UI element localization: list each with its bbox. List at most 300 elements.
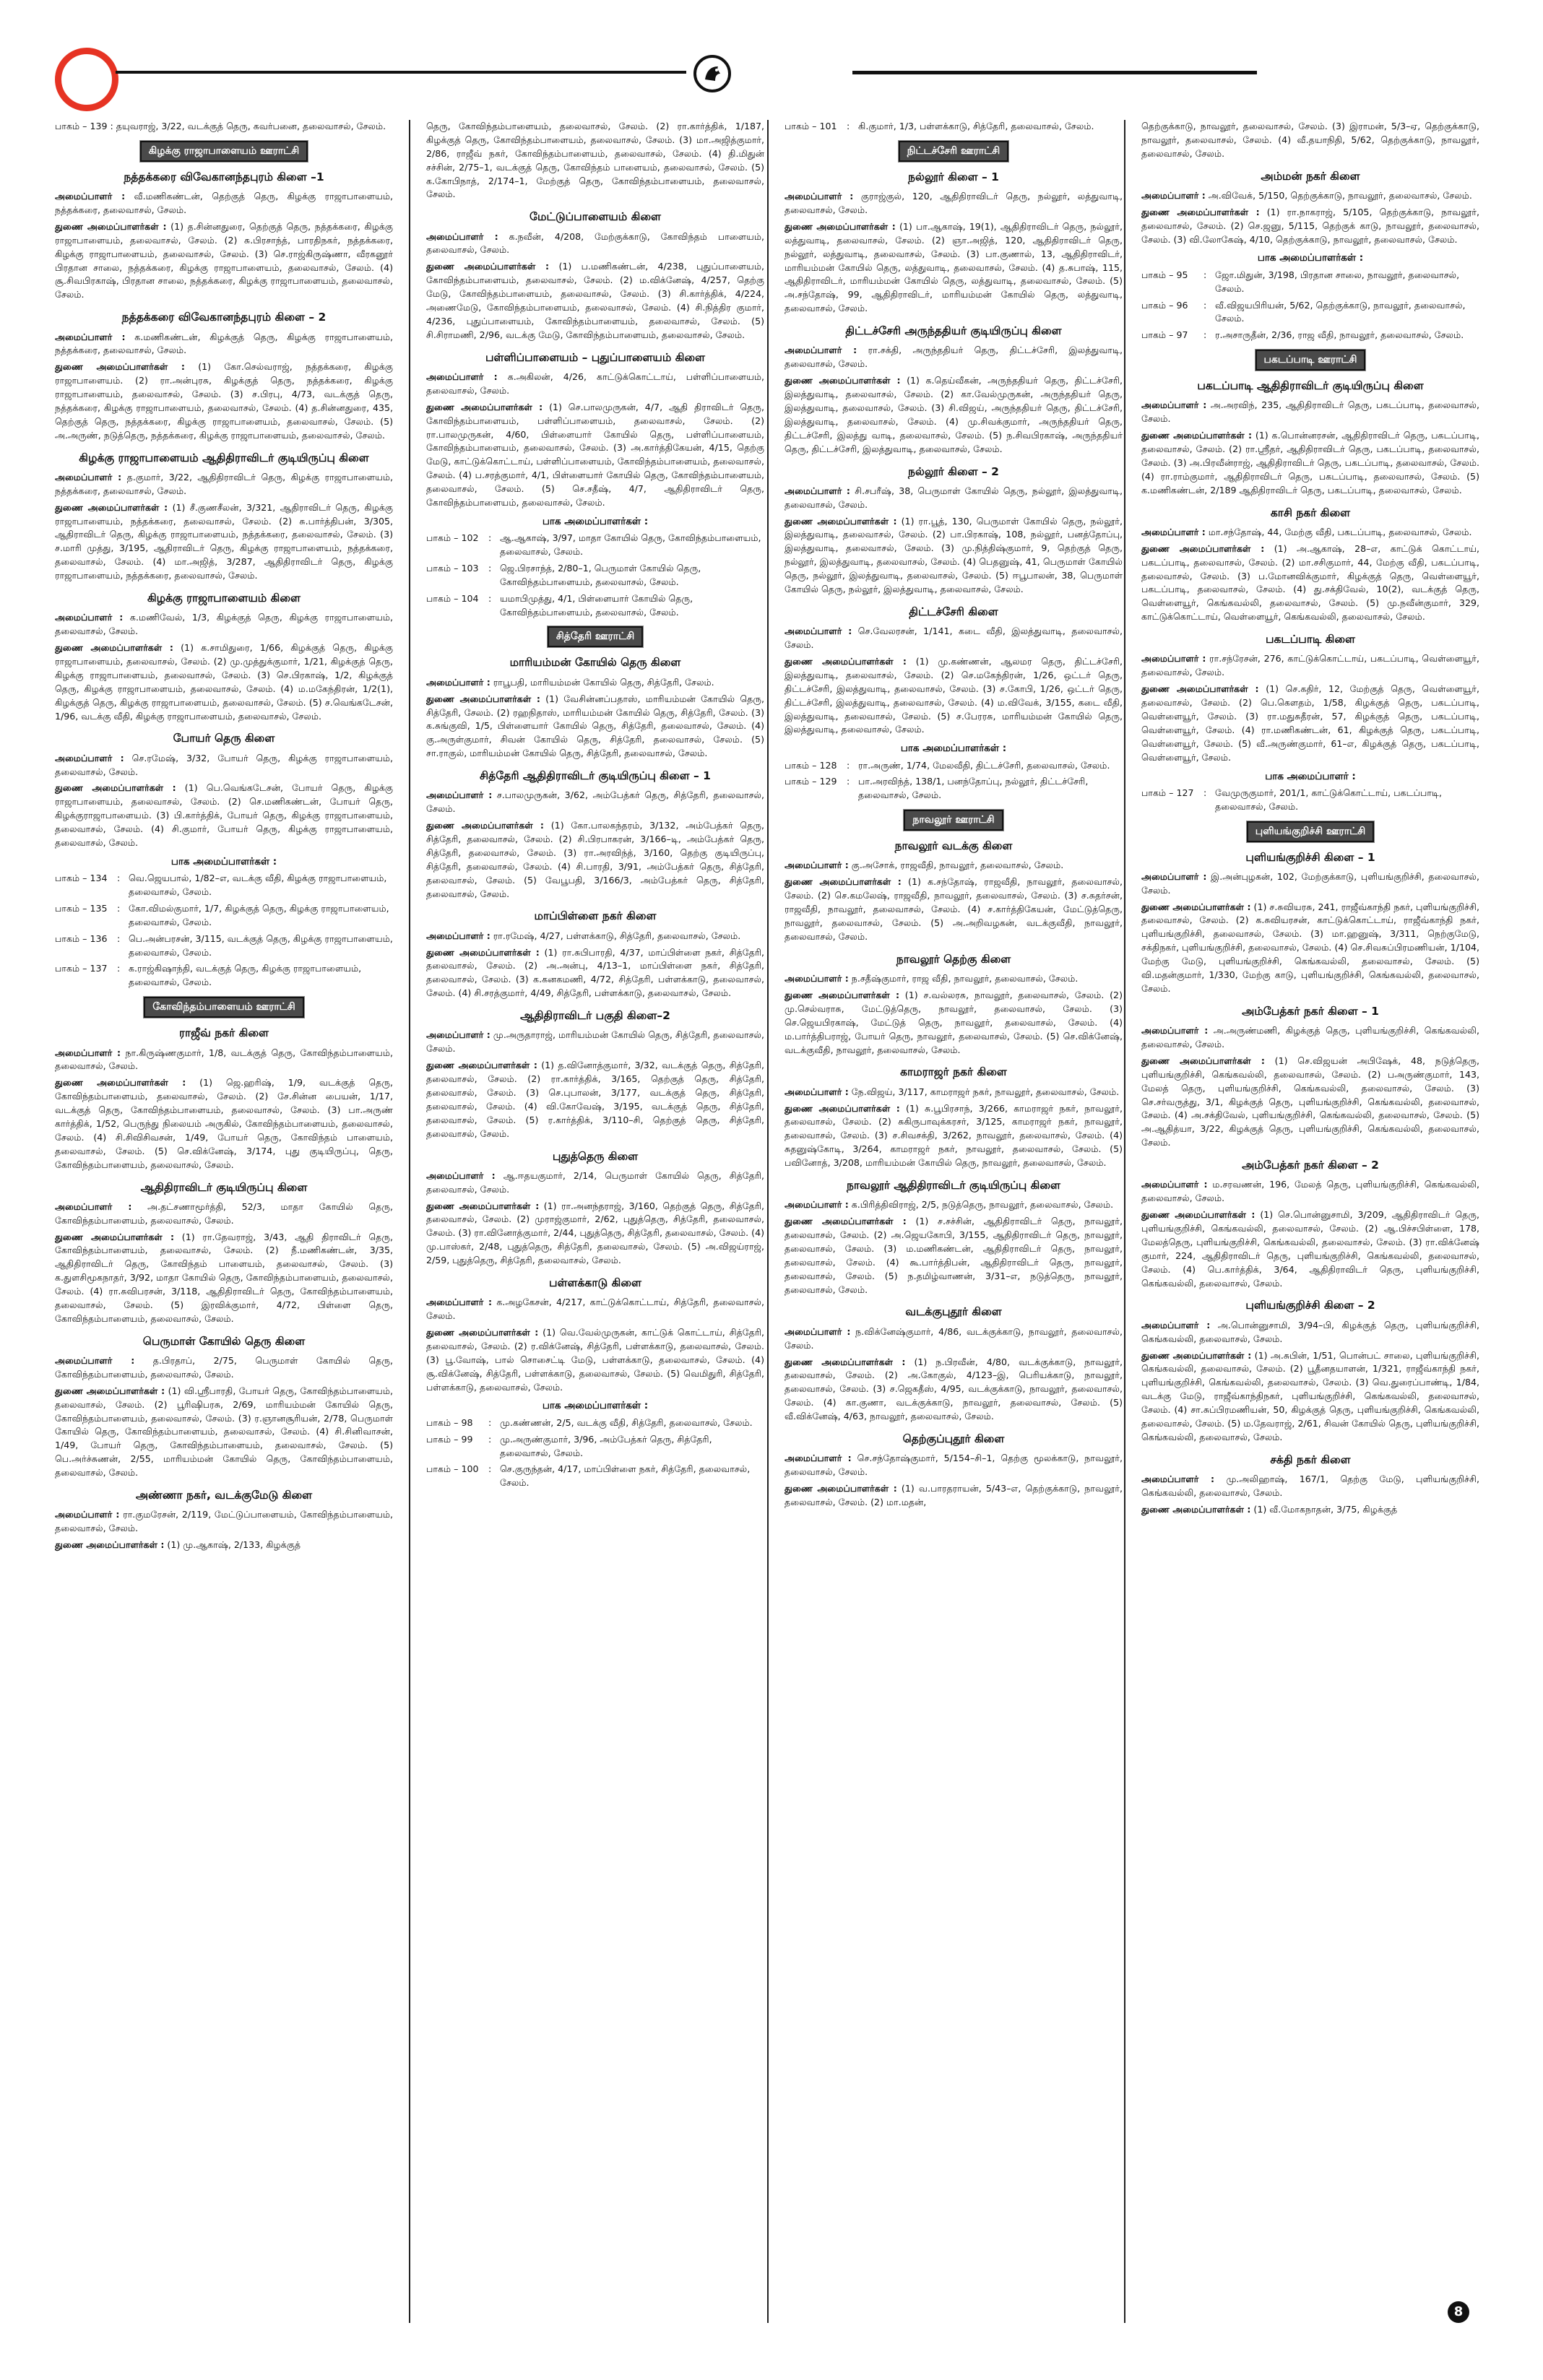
part-organizer-row (785, 120, 1123, 134)
organizer-entry (426, 1029, 764, 1056)
entry-text: (1) க.சாமிதுரை, 1/66, கிழக்குத் தெரு, கிழக்கு ராஜாபாளையம், தலைவாசல், சேலம். (2) மு.முத்துக்குமார், 1/21, கிழக்குத் தெரு, கிழக்கு ராஜாபாளையம், தலைவாசல், சேலம். (3) செ.பிரகாஷ், 1/2, கிழக்குத் தெரு, கிழக்கு ராஜாபாளையம், தலைவாசல், சேலம். (4) ம.மகேந்திரன், 1/2(1), கிழக்குத் தெரு, கிழக்கு ராஜாபாளையம், தலைவாசல், சேலம். (5) ச.வெங்கடேசன், 1/96, வடக்கு வீதி, கிழக்கு ராஜாபாளையம், தலைவாசல், சேலம். (55, 642, 393, 722)
separator-colon: : (1203, 299, 1207, 311)
entry-text: க.மணிவேல், 1/3, கிழக்குத் தெரு, கிழக்கு ராஜாபாளையம், தலைவாசல், சேலம். (55, 612, 393, 637)
part-number-label: பாகம் – 127 (1141, 787, 1194, 798)
part-organizer-detail: கி.குமார், 1/3, பள்ளக்காடு, சித்தேரி, தலைவாசல், சேலம். (858, 121, 1094, 131)
role-label: துணை அமைப்பாளர்கள் : (785, 1482, 897, 1494)
organizer-entry (1141, 1208, 1479, 1290)
organizer-entry (785, 859, 1123, 873)
header-rule-left (116, 71, 686, 74)
entry-text: வீ.மணிகண்டன், தெற்குத் தெரு, கிழக்கு ராஜாபாளையம், நத்தக்கரை, தலைவாசல், சேலம். (55, 191, 393, 216)
branch-heading: பெருமாள் கோயில் தெரு கிளை (142, 1334, 306, 1348)
text-paragraph (426, 120, 764, 202)
organizer-entry (55, 1200, 393, 1228)
column-3 (785, 120, 1123, 2323)
column-1 (55, 120, 393, 2323)
role-label: துணை அமைப்பாளர்கள் : (1141, 1349, 1252, 1361)
part-number-label: பாகம் – 95 (1141, 269, 1188, 280)
entry-text: (1) க.பொன்னரசன், ஆதிதிராவிடர் தெரு, பகடப்பாடி, தலைவாசல், சேலம். (2) ரா.ஸ்ரீதர், ஆதிதிராவிடர் தெரு, பகடப்பாடி, தலைவாசல், சேலம். (3) அ.பிரவீன்ராஜ், ஆதிதிராவிடர் தெரு, பகடப்பாடி, தலைவாசல், சேலம். (4) ரா.ராம்குமார், ஆதிதிராவிடர் தெரு, பகடப்பாடி, தலைவாசல், சேலம். (5) க.மணிகண்டன், 2/189 ஆதிதிராவிடர் தெரு, பகடப்பாடி, தலைவாசல், சேலம். (1141, 430, 1479, 496)
organizer-entry (1141, 206, 1479, 247)
branch-heading: மேட்டுப்பாளையம் கிளை (530, 210, 661, 224)
part-number-label: பாகம் – 129 (785, 776, 837, 787)
role-label: அமைப்பாளர் : (785, 191, 854, 202)
part-number-label: பாகம் – 103 (426, 562, 479, 574)
role-label: அமைப்பாளர் : (1141, 189, 1206, 201)
entry-text: (1) மு.ஆகாஷ், 2/133, கிழக்குத் (164, 1539, 301, 1551)
separator-colon: : (488, 532, 492, 544)
organizer-entry (785, 1198, 1123, 1212)
organizer-entry (426, 819, 764, 901)
role-label: துணை அமைப்பாளர்கள் : (426, 401, 543, 412)
organizer-entry (1141, 1349, 1479, 1445)
section-subheading: பாக அமைப்பாளர்கள் : (542, 1400, 649, 1412)
branch-heading: நல்லூர் கிளை – 1 (908, 170, 999, 183)
entry-text: ராபூபதி, மாரியம்மன் கோயில் தெரு, சித்தேரி, சேலம். (490, 676, 714, 688)
panchayat-banner: நிட்டச்சேரி ஊராட்சி (899, 141, 1009, 162)
entry-text: அ.அரவிந், 235, ஆதிதிராவிடர் தெரு, பகடப்பாடி, தலைவாசல், சேலம். (1141, 399, 1479, 425)
role-label: அமைப்பாளர் : (55, 1047, 121, 1058)
role-label: துணை அமைப்பாளர்கள் : (55, 642, 173, 654)
entry-text: (1) க.தெய்வீகன், அருந்ததியர் தெரு, திட்டச்சேரி, இலத்துவாடி, தலைவாசல், சேலம். (2) கா.வேல்முருகன், அருந்ததியர் தெரு, இலத்துவாடி, தலைவாசல், சேலம். (3) சி.விஜய், அருந்ததியர் தெரு, திட்டச்சேரி, இலத்துவாடி, தலைவாசல், சேலம். (4) மு.சிவக்குமார், அருந்ததியர் தெரு, திட்டச்சேரி, இலத்து வாடி, தலைவாசல், சேலம். (5) ந.சிவபிரகாஷ், அருந்ததியர் தெரு, திட்டச்சேரி, இலத்துவாடி, தலைவாசல், சேலம். (785, 375, 1123, 454)
branch-heading: அம்பேத்கர் நகர் கிளை – 1 (1242, 1004, 1379, 1018)
entry-text: (1) ஜெ.ஹரிஷ், 1/9, வடக்குத் தெரு, கோவிந்தம்பாளையம், தலைவாசல், சேலம். (2) சே.சின்ன பையன், 1/17, வடக்குத் தெரு, கோவிந்தம்பாளையம், தலைவாசல், சேலம். (3) பா.அருண் கார்த்திக், 1/52, பெருந்து நிலையம் அருகில், கோவிந்தம்பாளையம், தலைவாசல், சேலம். (4) சி.சிவிசிவசன், 1/49, போயர் தெரு, கோவிந்தம் பாளையம், தலைவாசல், சேலம். (5) செ.விக்னேஷ், 3/174, புது குடியிருப்பு, தெரு, கோவிந்தம்பாளையம், தலைவாசல், சேலம். (55, 1077, 393, 1170)
entry-text: நா.கிருஷ்ணகுமார், 1/8, வடக்குத் தெரு, கோவிந்தம்பாளையம், தலைவாசல், சேலம். (55, 1047, 393, 1072)
entry-text: (1) ரா.தேவராஜ், 3/43, ஆதி திராவிடர் தெரு, கோவிந்தம்பாளையம், தலைவாசல், சேலம். (2) நீ.மணிகண்டன், 3/35, ஆதிதிராவிடர் தெரு, கோவிந்தம் பாளையம், தலைவாசல், சேலம். (3) க.துளசிமூகநாதர், 3/92, மாதா கோயில் தெரு, கோவிந்தம்பாளையம், தலைவாசல், சேலம். (4) ரா.சுவிபரசன், 3/118, ஆதிதிராவிடர் தெரு, கோவிந்தம்பாளையம், தலைவாசல், சேலம். (5) இரவிக்குமார், 4/72, பிள்ளை தெரு, கோவிந்தம்பாளையம், தலைவாசல், சேலம். (55, 1231, 393, 1324)
organizer-entry (1141, 399, 1479, 426)
role-label: துணை அமைப்பாளர்கள் : (785, 220, 896, 232)
organizer-entry (1141, 526, 1479, 540)
branch-heading: நாவலூர் வடக்கு கிளை (894, 839, 1013, 853)
role-label: அமைப்பாளர் : (1141, 1473, 1215, 1484)
part-organizer-detail: மு.கண்ணன், 2/5, வடக்கு வீதி, சித்தேரி, தலைவாசல், சேலம். (500, 1416, 753, 1428)
part-organizer-row (1141, 329, 1479, 342)
branch-heading: சக்தி நகர் கிளை (1270, 1453, 1351, 1466)
entry-text: க.பிரித்திவிராஜ், 2/5, நடுத்தெரு, நாவலூர், தலைவாசல், சேலம். (848, 1199, 1114, 1211)
organizer-entry (55, 501, 393, 583)
part-number-label: பாகம் – 102 (426, 532, 479, 544)
part-organizer-detail: ரா.அருண், 1/74, மேலவீதி, திட்டச்சேரி, தலைவாசல், சேலம். (858, 759, 1110, 771)
organizer-entry (785, 344, 1123, 371)
branch-heading: புளியங்குறிச்சி கிளை – 1 (1245, 850, 1375, 864)
organizer-entry (426, 676, 764, 690)
organizer-entry (426, 371, 764, 398)
organizer-entry (55, 641, 393, 723)
part-organizer-row (785, 759, 1123, 773)
entry-text: மு.அருதாராஜ், மாரியம்மன் கோயில் தெரு, சித்தேரி, தலைவாசல், சேலம். (426, 1029, 764, 1055)
entry-text: (1) கோ.செல்வராஜ், நத்தக்கரை, கிழக்கு ராஜாபாளையம். (2) ரா.அன்புரசு, கிழக்குத் தெரு, நத்தக்கரை, கிழக்கு ராஜாபாளையம், தலைவாசல், சேலம். (3) ச.பிரபு, 4/73, வடக்குத் தெரு, நத்தக்கரை, கிழக்கு ராஜாபாளையம், தலைவாசல், சேலம். (4) த.சின்னதுரை, 435, தெற்குத் தெரு, நத்தக்கரை, கிழக்கு ராஜாபாளையம், தலைவாசல், சேலம். (5) அ.அருண், நடுத்தெரு, நத்தக்கரை, கிழக்கு ராஜாபாளையம், தலைவாசல், சேலம். (55, 361, 393, 441)
entry-text: (1) மு.கண்ணன், ஆலமர தெரு, திட்டச்சேரி, இலத்துவாடி, தலைவாசல், சேலம். (2) செ.மகேந்திரன், 1/26, ஒட்டர் தெரு, திட்டச்சேரி, இலத்துவாடி, தலைவாசல், சேலம். (3) ச.கோபி, 1/26, ஒட்டர் தெரு, திட்டச்சேரி, இலத்துவாடி, தலைவாசல், சேலம். (4) ம.விவேக், 3/155, கடை வீதி, இலத்துவாடி, தலைவாசல், சேலம். (5) ச.பேரரசு, மாரியம்மன் கோயில் தெரு, இலத்துவாடி, தலைவாசல், சேலம். (785, 655, 1123, 735)
text-paragraph (1141, 120, 1479, 161)
entry-text: கு.அசோக், ராஜவீதி, நாவலூர், தலைவாசல், சேலம். (848, 860, 1064, 871)
entry-text: (1) ச.சச்சின், ஆதிதிராவிடர் தெரு, நாவலூர், தலைவாசல், சேலம். (2) அ.ஜெயகோபி, 3/155, ஆதிதிராவிடர் தெரு, நாவலூர், தலைவாசல், சேலம். (3) ம.மணிகண்டன், ஆதிதிராவிடர் தெரு, நாவலூர், தலைவாசல், சேலம். (4) கூ.பார்த்திபன், ஆதிதிராவிடர் தெரு, நாவலூர், தலைவாசல், சேலம். (5) ந.தமிழ்வாணன், 3/31–எ, நடுத்தெரு, நாவலூர், தலைவாசல், சேலம். (785, 1216, 1123, 1295)
branch-heading: நத்தக்கரை விவேகானந்தபுரம் கிளை – 2 (121, 311, 327, 324)
role-label: துணை அமைப்பாளர்கள் : (426, 1327, 539, 1338)
part-number-label: பாகம் – 100 (426, 1463, 479, 1475)
part-number-label: பாகம் – 104 (426, 592, 479, 604)
panchayat-banner: சித்தேரி ஊராட்சி (548, 626, 643, 647)
role-label: துணை அமைப்பாளர்கள் : (1141, 1503, 1251, 1515)
entry-text: (1) வ.பாரதராயன், 5/43–எ, தெற்குக்காடு, நாவலூர், தலைவாசல், சேலம். (2) மா.மதன், (785, 1482, 1123, 1507)
entry-text: (1) க.சந்தோஷ், ராஜவீதி, நாவலூர், தலைவாசல், சேலம். (2) செ.கமலேஷ், ராஜவீதி, நாவலூர், தலைவாசல், சேலம். (3) ச.சுதர்சன், ராஜவீதி, நாவலூர், தலைவாசல், சேலம். (4) ச.கார்த்திகேயன், மேட்டுத்தெரு, நாவலூர், தலைவாசல், சேலம். (5) அ.அறிவழகன், வடக்குவீதி, நாவலூர், தலைவாசல், சேலம். (785, 876, 1123, 942)
entry-text: பாகம் – 139 : தயுவராஜ், 3/22, வடக்குத் தெரு, கவர்பனை, தலைவாசல், சேலம். (55, 121, 386, 131)
entry-text: த.பிரதாப், 2/75, பெருமாள் கோயில் தெரு, கோவிந்தம்பாளையம், தலைவாசல், சேலம். (55, 1355, 393, 1380)
entry-text: (1) ரா.நாகராஜ், 5/105, தெற்குக்காடு, நாவலூர், தலைவாசல், சேலம். (2) செ.ஜனு, 5/115, தெற்குக் காடு, நாவலூர், தலைவாசல், சேலம். (3) வி.லோகேஷ், 4/10, தெற்குக்காடு, நாவலூர், தலைவாசல், சேலம். (1141, 206, 1479, 245)
branch-heading: ஆதிதிராவிடர் பகுதி கிளை–2 (520, 1009, 670, 1023)
entry-text: மு.அலிஹாஷ், 167/1, தெற்கு மேடு, புளியங்குறிச்சி, கெங்கவல்லி, தலைவாசல், சேலம். (1141, 1473, 1479, 1498)
organizer-entry (55, 360, 393, 442)
entry-text: (1) ரா.அனந்தராஜ், 3/160, தெற்குத் தெரு, சித்தேரி, தலைவாசல், சேலம். (2) முராஜ்குமார், 2/62, புதுத்தெரு, சித்தேரி, தலைவாசல், சேலம். (3) ரா.வினோத்குமார், 2/44, புதுத்தெரு, சித்தேரி, தலைவாசல், சேலம். (4) மு.பாஸ்கர், 2/48, புதுத்தெரு, சித்தேரி, தலைவாசல், சேலம். (5) அ.விஜய்ராஜ், 2/59, புதுத்தெரு, சித்தேரி, தலைவாசல், சேலம். (426, 1200, 764, 1266)
role-label: அமைப்பாளர் : (1141, 399, 1207, 411)
entry-text: (1) வெ.வேல்முருகன், காட்டுக் கொட்டாய், சித்தேரி, தலைவாசல், சேலம். (2) ர.விக்னேஷ், சித்தேரி, பள்ளக்காடு, தலைவாசல், சேலம். (3) பூ.வோஷ், பால் சொசைட்டி மேடு, பள்ளக்காடு, தலைவாசல், சேலம். (4) சூ.விக்னேஷ், சித்தேரி, பள்ளக்காடு, தலைவாசல், சேலம். (5) வெமிதுரி, சித்தேரி, பள்ளக்காடு, தலைவாசல், சேலம். (426, 1327, 764, 1393)
organizer-entry (55, 1539, 393, 1552)
organizer-entry (785, 374, 1123, 456)
role-label: அமைப்பாளர் : (785, 485, 850, 496)
entry-text: (1) வி.ஸ்ரீபாரதி, போயர் தெரு, கோவிந்தம்பாளையம், தலைவாசல், சேலம். (2) பூரிஷிபரசு, 2/69, மாரியம்மன் கோயில் தெரு, கோவிந்தம்பாளையம், தலைவாசல், சேலம். (3) ர.ஞானசூரியன், 2/78, பெருமாள் கோயில் தெரு, கோவிந்தம்பாளையம், தலைவாசல், சேலம். (4) சி.சினிவாசன், 1/49, போயர் தெரு, கோவிந்தம்பாளையம், தலைவாசல், சேலம். (5) பெ.அர்ச்சுணன், 2/55, மாரியம்மன் கோயில் தெரு, கோவிந்தம்பாளையம், தலைவாசல், சேலம். (55, 1385, 393, 1479)
organizer-entry (1141, 1178, 1479, 1206)
role-label: அமைப்பாளர் : (55, 1509, 120, 1520)
organizer-entry (426, 1169, 764, 1197)
section-subheading: பாக அமைப்பாளர்கள் : (542, 515, 649, 527)
organizer-entry (785, 1086, 1123, 1099)
separator-colon: : (488, 1433, 492, 1445)
entry-text: க.அழகேசன், 4/217, காட்டுக்கொட்டாய், சித்தேரி, தலைவாசல், சேலம். (426, 1297, 764, 1322)
entry-text: (1) சு.பூபிரசாந், 3/266, காமராஜர் நகர், நாவலூர், தலைவாசல், சேலம். (2) சுகிருபாவுக்கரசர், 3/125, காமராஜர் நகர், நாவலூர், தலைவாசல், சேலம். (3) ச.சிவசக்தி, 3/262, நாவலூர், தலைவாசல், சேலம். (4) சுதனுஷ்கோடி, 3/264, காமராஜர் நகர், நாவலூர், தலைவாசல், சேலம். (5) பவினோத், 3/208, மாரியம்மன் கோயில் தெரு, நாவலூர், தலைவாசல், சேலம். (785, 1102, 1123, 1169)
organizer-entry (55, 1354, 393, 1382)
organizer-entry (785, 989, 1123, 1057)
role-label: துணை அமைப்பாளர்கள் : (1141, 1209, 1255, 1221)
part-organizer-detail: மு.அருண்குமார், 3/96, அம்பேத்கர் தெரு, சித்தேரி, தலைவாசல், சேலம். (500, 1433, 712, 1458)
entry-text: (1) செ.பொன்னுசாமி, 3/209, ஆதிதிராவிடர் தெரு, புளியங்குறிச்சி, கெங்கவல்லி, தலைவாசல், சேலம். (2) ஆ.பிச்சபிள்ளை, 178, மேலத்தெரு, புளியங்குறிச்சி, கெங்கவல்லி, தலைவாசல், சேலம். (3) ரா.விக்னேஷ் குமார், 224, ஆதிதிராவிடர் தெரு, புளியங்குறிச்சி, கெங்கவல்லி, தலைவாசல், சேலம். (4) பெ.கார்த்திக், 3/64, ஆதிதிராவிடர் தெரு, புளியங்குறிச்சி, கெங்கவல்லி, தலைவாசல், சேலம். (1141, 1209, 1479, 1289)
branch-heading: ஆதிதிராவிடர் குடியிருப்பு கிளை (140, 1180, 308, 1194)
organizer-entry (426, 1200, 764, 1268)
part-number-label: பாகம் – 98 (426, 1416, 473, 1428)
role-label: துணை அமைப்பாளர்கள் : (785, 1102, 900, 1114)
role-label: அமைப்பாளர் : (1141, 1179, 1208, 1190)
entry-text: (1) ரா.சுபிபாரதி, 4/37, மாப்பிள்ளை நகர், சித்தேரி, தலைவாசல், சேலம். (2) அ.அன்பு, 4/13–1, மாப்பிள்ளை நகர், சித்தேரி, தலைவாசல், சேலம். (3) க.கனகமணி, 4/72, சித்தேரி, பள்ளக்காடு, தலைவாசல், சேலம். (4) சி.சரத்குமார், 4/49, சித்தேரி, பள்ளக்காடு, தலைவாசல், சேலம். (426, 946, 764, 999)
part-organizer-detail: பா.அரவிந்த், 138/1, பனந்தோப்பு, நல்லூர், திட்டச்சேரி, தலைவாசல், சேலம். (858, 776, 1089, 801)
role-label: அமைப்பாளர் : (426, 230, 498, 242)
role-label: துணை அமைப்பாளர்கள் : (1141, 901, 1251, 912)
panchayat-banner: கோவிந்தம்பாளையம் ஊராட்சி (144, 997, 304, 1018)
part-organizer-row (55, 902, 393, 930)
role-label: துணை அமைப்பாளர்கள் : (785, 375, 901, 386)
organizer-entry (785, 655, 1123, 737)
role-label: அமைப்பாளர் : (1141, 1319, 1211, 1330)
role-label: துணை அமைப்பாளர்கள் : (55, 501, 168, 513)
column-divider (409, 120, 410, 2323)
organizer-entry (55, 1508, 393, 1536)
branch-heading: அம்பேத்கர் நகர் கிளை – 2 (1242, 1159, 1379, 1172)
organizer-entry (1141, 429, 1479, 497)
entry-text: க.நவீன், 4/208, மேற்குக்காடு, கோவிந்தம் பாளையம், தலைவாசல், சேலம். (426, 230, 764, 256)
part-organizer-row (426, 1433, 764, 1461)
entry-text: செ.வேலரசன், 1/141, கடை வீதி, இலத்துவாடி, தலைவாசல், சேலம். (785, 626, 1123, 651)
organizer-entry (55, 752, 393, 779)
organizer-entry (426, 1326, 764, 1394)
text-paragraph (55, 120, 393, 134)
organizer-entry (1141, 1055, 1479, 1150)
role-label: அமைப்பாளர் : (785, 1199, 849, 1211)
part-organizer-detail: செ.குருந்தன், 4/17, மாப்பிள்ளை நகர், சித்தேரி, தலைவாசல், சேலம். (500, 1463, 751, 1489)
branch-heading: மாரியம்மன் கோயில் தெரு கிளை (509, 656, 681, 670)
role-label: துணை அமைப்பாளர்கள் : (426, 1200, 540, 1211)
organizer-entry (55, 1385, 393, 1480)
role-label: அமைப்பாளர் : (785, 345, 857, 356)
entry-text: (1) த.சின்னதுரை, தெற்குத் தெரு, நத்தக்கரை, கிழக்கு ராஜாபாளையம், தலைவாசல், சேலம். (2) சு.பிரசாந்த், பாரதிநகர், நத்தக்கரை, கிழக்கு ராஜாபாளையம், தலைவாசல், சேலம். (3) செ.ராஜ்கிருஷ்ணா, வீரகனூர் பிரதான சாலை, நத்தக்கரை, கிழக்கு ராஜாபாளையம், தலைவாசல், சேலம். (4) சூ.சிவபிரகாஷ், பிரதான சாலை, நத்தக்கரை, கிழக்கு ராஜாபாளையம், தலைவாசல், சேலம். (55, 220, 393, 300)
role-label: துணை அமைப்பாளர்கள் : (55, 1077, 186, 1089)
organizer-entry (1141, 1473, 1479, 1500)
organizer-entry (1141, 652, 1479, 680)
organizer-entry (55, 471, 393, 498)
part-organizer-detail: யமாபிமுத்து, 4/1, பிள்ளையார் கோயில் தெரு, கோவிந்தம்பாளையம், தலைவாசல், சேலம். (500, 592, 693, 618)
role-label: அமைப்பாளர் : (785, 973, 849, 985)
separator-colon: : (117, 932, 121, 944)
entry-text: ரா.சந்ரேசன், 276, காட்டுக்கொட்டாய், பகடப்பாடி, வெள்ளையூர், தலைவாசல், சேலம். (1141, 653, 1479, 678)
part-number-label: பாகம் – 101 (785, 121, 837, 131)
separator-colon: : (488, 592, 492, 604)
branch-heading: ராஜீவ் நகர் கிளை (179, 1026, 269, 1040)
newspaper-page (55, 120, 1479, 2337)
part-organizer-detail: வீ.விஜயபிரியன், 5/62, தெற்குக்காடு, நாவலூர், தலைவாசல், சேலம். (1215, 299, 1466, 324)
separator-colon: : (117, 902, 121, 914)
organizer-entry (426, 946, 764, 1001)
separator-colon: : (847, 776, 850, 787)
role-label: துணை அமைப்பாளர்கள் : (785, 515, 897, 527)
role-label: துணை அமைப்பாளர்கள் : (426, 693, 540, 704)
organizer-entry (55, 1047, 393, 1074)
branch-heading: பகடப்பாடி கிளை (1265, 633, 1356, 646)
organizer-entry (1141, 870, 1479, 898)
entry-text: ச.பாலமுருகன், 3/62, அம்பேத்கர் தெரு, சித்தேரி, தலைவாசல், சேலம். (426, 789, 764, 815)
part-organizer-detail: வேமுருகுமார், 201/1, காட்டுக்கொட்டாய், பகடப்பாடி, தலைவாசல், சேலம். (1215, 787, 1442, 812)
panchayat-banner: புளியங்குறிச்சி ஊராட்சி (1247, 821, 1374, 842)
section-subheading: பாக அமைப்பாளர்கள் : (170, 855, 277, 867)
organizer-entry (785, 1215, 1123, 1297)
separator-colon: : (117, 873, 121, 884)
separator-colon: : (1203, 269, 1207, 280)
organizer-entry (426, 930, 764, 943)
branch-heading: சித்தேரி ஆதிதிராவிடர் குடியிருப்பு கிளை – 1 (480, 769, 711, 783)
entry-text: (1) செ.கதிர், 12, மேற்குத் தெரு, வெள்ளையூர், தலைவாசல், சேலம். (2) பெ.கௌதம், 1/58, கிழக்குத் தெரு, பகடப்பாடி, வெள்ளையூர், சேலம். (3) ரா.மதுசுதீரன், 57, கிழக்குத் தெரு, பகடப்பாடி, வெள்ளையூர், சேலம். (4) ரா.மணிகண்டன், 61, கிழக்குத் தெரு, பகடப்பாடி, வெள்ளையூர், சேலம். (5) வீ.அருண்குமார், 61–எ, கிழக்குத் தெரு, பகடப்பாடி, வெள்ளையூர், சேலம். (1141, 683, 1479, 763)
branch-heading: திட்டச்சேரி அருந்ததியர் குடியிருப்பு கிளை (845, 324, 1062, 338)
organizer-entry (1141, 901, 1479, 996)
part-number-label: பாகம் – 136 (55, 932, 108, 944)
column-2 (426, 120, 764, 2323)
entry-text: ஆ.ஈதயகுமார், 2/14, பெருமாள் கோயில் தெரு, சித்தேரி, தலைவாசல், சேலம். (426, 1169, 764, 1195)
organizer-entry (55, 611, 393, 639)
organizer-entry (426, 260, 764, 342)
part-organizer-row (1141, 787, 1479, 814)
entry-text: (1) கோ.பாலகந்தரம், 3/132, அம்பேத்கர் தெரு, சித்தேரி, தலைவாசல், சேலம். (2) சி.பிரபாகரன், 3/166–டி, அம்பேத்கர் தெரு, சித்தேரி, தலைவாசல், சேலம். (3) ரா.அரவிந்த், 3/160, தெற்கு குடியிருப்பு, சித்தேரி, தலைவாசல், சேலம். (4) சி.பாரதி, 3/91, அம்பேத்கர் தெரு, சித்தேரி, தலைவாசல், சேலம். (5) வேபூபதி, 3/166/3, அம்பேத்கர் தெரு, சித்தேரி, தலைவாசல், சேலம். (426, 820, 764, 899)
part-organizer-row (426, 1416, 764, 1430)
part-number-label: பாகம் – 128 (785, 759, 837, 771)
role-label: அமைப்பாளர் : (55, 752, 124, 763)
part-organizer-row (55, 962, 393, 990)
organizer-entry (426, 1059, 764, 1141)
role-label: அமைப்பாளர் : (426, 1297, 493, 1308)
role-label: அமைப்பாளர் : (55, 331, 126, 342)
organizer-entry (55, 1231, 393, 1326)
role-label: துணை அமைப்பாளர்கள் : (785, 989, 899, 1000)
organizer-entry (426, 693, 764, 761)
branch-heading: அம்மன் நகர் கிளை (1261, 169, 1360, 183)
role-label: துணை அமைப்பாளர்கள் : (55, 782, 176, 794)
branch-heading: திட்டச்சேரி கிளை (909, 605, 998, 618)
part-organizer-detail: பெ.அன்பரசன், 3/115, வடக்குத் தெரு, கிழக்கு ராஜாபாளையம், தலைவாசல், சேலம். (129, 932, 393, 958)
organizer-entry (55, 782, 393, 849)
part-number-label: பாகம் – 99 (426, 1433, 473, 1445)
organizer-entry (785, 1482, 1123, 1510)
organizer-entry (785, 1325, 1123, 1353)
entry-text: (1) சீ.குணசீலன், 3/321, ஆதிராவிடர் தெரு, கிழக்கு ராஜாபாளையம், நத்தக்கரை, தலைவாசல், சேலம். (2) சு.பார்த்திபன், 3/305, ஆதிராவிடர் தெரு, கிழக்கு ராஜாபாளையம், நத்தக்கரை, தலைவாசல், சேலம். (3) ச.மாரி முத்து, 3/195, ஆதிராவிடர் தெரு, கிழக்கு ராஜாபாளையம், நத்தக்கரை, தலைவாசல், சேலம். (4) மா.அஜித், 3/287, ஆதிதிராவிடர் தெரு, கிழக்கு ராஜாபாளையம், நத்தக்கரை, தலைவாசல், சேலம். (55, 501, 393, 581)
part-organizer-row (1141, 269, 1479, 296)
role-label: துணை அமைப்பாளர்கள் : (55, 220, 167, 232)
entry-text: (1) ந.பிரவீன், 4/80, வடக்குக்காடு, நாவலூர், தலைவாசல், சேலம். (2) அ.கோகுல், 4/123–இ, பெரியக்காடு, நாவலூர், தலைவாசல், சேலம். (3) ச.ஜெகதீஸ், 4/95, வடக்குக்காடு, நாவலூர், தலைவாசல், சேலம். (4) கா.குணா, வடக்குக்காடு, நாவலூர், தலைவாசல், சேலம். (5) வீ.விக்னேஷ், 4/63, நாவலூர், தலைவாசல், சேலம். (785, 1356, 1123, 1422)
organizer-entry (785, 625, 1123, 652)
role-label: துணை அமைப்பாளர்கள் : (1141, 683, 1259, 695)
entry-text: செ.ரமேஷ், 3/32, போயர் தெரு, கிழக்கு ராஜாபாளையம், தலைவாசல், சேலம். (55, 752, 393, 777)
role-label: துணை அமைப்பாளர்கள் : (55, 361, 185, 373)
organizer-entry (785, 1356, 1123, 1424)
role-label: துணை அமைப்பாளர்கள் : (55, 1539, 165, 1551)
role-label: துணை அமைப்பாளர்கள் : (1141, 1055, 1265, 1066)
role-label: துணை அமைப்பாளர்கள் : (1141, 206, 1260, 217)
organizer-entry (785, 485, 1123, 512)
entry-text: அ.தட்சணாமூர்த்தி, 52/3, மாதா கோயில் தெரு, கோவிந்தம்பாளையம், தலைவாசல், சேலம். (55, 1200, 393, 1226)
panchayat-banner: பகடப்பாடி ஊராட்சி (1255, 350, 1366, 371)
role-label: துணை அமைப்பாளர்கள் : (785, 655, 907, 667)
role-label: துணை அமைப்பாளர்கள் : (55, 1231, 174, 1242)
branch-heading: நத்தக்கரை விவேகானந்தபுரம் கிளை –1 (124, 170, 324, 183)
entry-text: (1) பா.ஆகாஷ், 19(1), ஆதிதிராவிடர் தெரு, நல்லூர், லத்துவாடி, தலைவாசல், சேலம். (2) ஞா.அஜித், 120, ஆதிதிராவிடர் தெரு, நல்லூர், லத்துவாடி, தலைவாசல், சேலம். (3) பா.குணால், 13, ஆதிதிராவிடர், மாரியம்மன் கோயில் தெரு, லத்துவாடி, தலைவாசல், சேலம். (4) த.சுபாஷ், 115, ஆதிதிராவிடர், மாரியம்மன் கோயில் தெரு, லத்துவாடி, தலைவாசல், சேலம். (5) அ.சந்தோஷ், 99, ஆதிதிராவிடர், மாரியம்மன் கோயில் தெரு, லத்துவாடி, தலைவாசல், சேலம். (785, 220, 1123, 314)
role-label: அமைப்பாளர் : (55, 1200, 132, 1212)
role-label: அமைப்பாளர் : (55, 1355, 135, 1367)
entry-text: செ.சந்தோஷ்குமார், 5/154–சி–1, தெற்கு மூலக்காடு, நாவலூர், தலைவாசல், சேலம். (785, 1453, 1123, 1478)
entry-text: க.அகிலன், 4/26, காட்டுக்கொட்டாய், பள்ளிப்பாளையம், தலைவாசல், சேலம். (426, 371, 764, 396)
organizer-entry (785, 1452, 1123, 1479)
organizer-entry (785, 1102, 1123, 1170)
organizer-entry (785, 972, 1123, 986)
role-label: துணை அமைப்பாளர்கள் : (785, 1356, 906, 1367)
part-organizer-row (426, 592, 764, 620)
organizer-entry (1141, 683, 1479, 764)
organizer-entry (426, 1296, 764, 1323)
section-subheading: பாக அமைப்பாளர்கள் : (1257, 252, 1364, 264)
column-4 (1141, 120, 1479, 2323)
part-organizer-detail: க.ராஜ்கிஷாந்தி, வடக்குத் தெரு, கிழக்கு ராஜாபாளையம், தலைவாசல், சேலம். (129, 963, 362, 988)
role-label: அமைப்பாளர் : (55, 191, 126, 202)
role-label: அமைப்பாளர் : (426, 371, 498, 382)
branch-heading: போயர் தெரு கிளை (173, 732, 275, 745)
organizer-entry (1141, 1024, 1479, 1052)
entry-text: (1) வேசின்னப்பதாஸ், மாரியம்மன் கோயில் தெரு, சித்தேரி, சேலம். (2) ரஹநிதாஸ், மாரியம்மன் கோயில் தெரு, சித்தேரி, சேலம். (3) க.சுங்குவி, 1/5, பிள்ளையார் கோயில் தெரு, சித்தேரி, தலைவாசல், சேலம். (4) கு.அருள்குமார், சிவன் கோயில் தெரு, சித்தேரி, தலைவாசல், சேலம். (5) சா.ராகுல், மாரியம்மன் கோயில் தெரு, சித்தேரி, தலைவாசல், சேலம். (426, 693, 764, 759)
entry-text: அ.விவேக், 5/150, தெற்குக்காடு, நாவலூர், தலைவாசல், சேலம். (1205, 189, 1472, 201)
part-number-label: பாகம் – 96 (1141, 299, 1188, 311)
role-label: அமைப்பாளர் : (426, 676, 490, 688)
separator-colon: : (488, 562, 492, 574)
entry-text: க.மணிகண்டன், கிழக்குத் தெரு, கிழக்கு ராஜாபாளையம், நத்தக்கரை, தலைவாசல், சேலம். (55, 331, 393, 356)
organizer-entry (1141, 1319, 1479, 1346)
role-label: அமைப்பாளர் : (785, 1325, 851, 1337)
organizer-entry (55, 1076, 393, 1172)
organizer-entry (785, 515, 1123, 597)
role-label: அமைப்பாளர் : (426, 789, 493, 801)
page-number-badge: 8 (1448, 2301, 1469, 2323)
column-divider (767, 120, 769, 2323)
role-label: துணை அமைப்பாளர்கள் : (1141, 430, 1253, 441)
organizer-entry (785, 190, 1123, 217)
branch-heading: தெற்குப்புதூர் கிளை (902, 1432, 1005, 1445)
entry-text: (1) ச.சுவியரசு, 241, ராஜீவ்காந்தி நகர், புளியங்குறிச்சி, தலைவாசல், சேலம். (2) க.சுவியரசன், காட்டுக்கொட்டாய், ராஜீவ்காந்தி நகர், புளியங்குறிச்சி, தலைவாசல், சேலம். (3) மா.ஹனுஷ், 3/311, நெற்குமேடு, சக்திநகர், புளியங்குறிச்சி, தலைவாசல், சேலம். (4) செ.சிவசுப்பிரமணியன், 1/104, மேற்கு மேடு, புளியங்குறிச்சி, கெங்கவல்லி, தலைவாசல், சேலம். (5) வி.மதன்குமார், 1/330, மேற்கு காடு, புளியங்குறிச்சி, கெங்கவல்லி, தலைவாசல், சேலம். (1141, 901, 1479, 994)
entry-text: (1) வீ.மோகநாதன், 3/75, கிழக்குத் (1250, 1503, 1398, 1515)
section-subheading: பாக அமைப்பாளர்கள் : (900, 743, 1007, 755)
masthead (0, 0, 1543, 123)
part-organizer-detail: ஜெ.பிரசாந்த், 2/80–1, பெருமாள் கோயில் தெரு, கோவிந்தம்பாளையம், தலைவாசல், சேலம். (500, 562, 701, 587)
role-label: துணை அமைப்பாளர்கள் : (426, 261, 550, 272)
red-ring-logo-icon (55, 48, 118, 111)
separator-colon: : (1203, 329, 1207, 341)
part-organizer-row (426, 1463, 764, 1490)
entry-text: அ.பொன்னுசாமி, 3/94–பி, கிழக்குத் தெரு, புளியங்குறிச்சி, கெங்கவல்லி, தலைவாசல், சேலம். (1141, 1319, 1479, 1344)
role-label: அமைப்பாளர் : (785, 1453, 852, 1464)
role-label: அமைப்பாளர் : (55, 471, 122, 483)
role-label: துணை அமைப்பாளர்கள் : (1141, 542, 1265, 554)
part-organizer-detail: கோ.விமல்குமார், 1/7, கிழக்குத் தெரு, கிழக்கு ராஜாபாளையம், தலைவாசல், சேலம். (129, 902, 389, 927)
branch-heading: கிழக்கு ராஜாபாளையம் கிளை (147, 592, 301, 605)
branch-heading: காமராஜர் நகர் கிளை (900, 1065, 1007, 1079)
role-label: துணை அமைப்பாளர்கள் : (785, 876, 902, 888)
branch-heading: வடக்குபுதூர் கிளை (905, 1305, 1002, 1319)
entry-text: ரா.குமரேசன், 2/119, மேட்டுப்பாளையம், கோவிந்தம்பாளையம், தலைவாசல், சேலம். (55, 1509, 393, 1534)
entry-text: அ.அருண்மணி, கிழக்குத் தெரு, புளியங்குறிச்சி, கெங்கவல்லி, தலைவாசல், சேலம். (1141, 1025, 1479, 1050)
part-organizer-row (55, 932, 393, 960)
role-label: அமைப்பாளர் : (785, 626, 852, 637)
entry-text: ந.விக்னேஷ்குமார், 4/86, வடக்குக்காடு, நாவலூர், தலைவாசல், சேலம். (785, 1325, 1123, 1351)
part-organizer-detail: ஆ.ஆகாஷ், 3/97, மாதா கோயில் தெரு, கோவிந்தம்பாளையம், தலைவாசல், சேலம். (500, 532, 761, 558)
role-label: துணை அமைப்பாளர்கள் : (426, 1060, 537, 1071)
emblem-icon (693, 55, 731, 92)
role-label: அமைப்பாளர் : (785, 860, 849, 871)
entry-text: நே.விஜய், 3/117, காமராஜர் நகர், நாவலூர், தலைவாசல், சேலம். (848, 1086, 1120, 1097)
column-divider (1124, 120, 1125, 2323)
part-number-label: பாகம் – 97 (1141, 329, 1188, 341)
organizer-entry (785, 875, 1123, 943)
separator-colon: : (1203, 787, 1207, 798)
role-label: துணை அமைப்பாளர்கள் : (55, 1385, 165, 1396)
entry-text: (1) த.வினோத்குமார், 3/32, வடக்குத் தெரு, சித்தேரி, தலைவாசல், சேலம். (2) ரா.கார்த்திக், 3/165, தெற்குத் தெரு, சித்தேரி, தலைவாசல், சேலம். (3) செ.புபாலன், 3/177, வடக்குத் தெரு, சித்தேரி, தலைவாசல், சேலம். (4) வி.கோவேஷ், 3/195, வடக்குத் தெரு, சித்தேரி, தலைவாசல், சேலம். (5) ர.கார்த்திக், 3/110–சி, தெற்குத் தெரு, சித்தேரி, தலைவாசல், சேலம். (426, 1060, 764, 1139)
role-label: அமைப்பாளர் : (1141, 870, 1207, 882)
part-organizer-detail: ஜோ.மிதுன், 3/198, பிரதான சாலை, நாவலூர், தலைவாசல், சேலம். (1215, 269, 1460, 294)
entry-text: தெரு, கோவிந்தம்பாளையம், தலைவாசல், சேலம். (2) ரா.கார்த்திக், 1/187, கிழக்குத் தெரு, கோவிந்தம்பாளையம், தலைவாசல், சேலம். (3) மா.அஜித்குமார், 2/86, ராஜீவ் நகர், கோவிந்தம்பாளையம், தலைவாசல், சேலம். (4) தி.மிதுன் சச்சின், 2/75–1, வடக்குத் தெரு, கோவிந்தம் பாளையம், தலைவாசல், சேலம். (5) க.கோபிநாத், 2/174–1, மேற்குத் தெரு, கோவிந்தம்பாளையம், தலைவாசல், சேலம். (426, 121, 764, 200)
entry-text: தெற்குக்காடு, நாவலூர், தலைவாசல், சேலம். (3) இராமன், 5/3–ஏ, தெற்குக்காடு, நாவலூர், தலைவாசல், சேலம். (4) வீ.தயாநிதி, 5/62, தெற்குக்காடு, நாவலூர், தலைவாசல், சேலம். (1141, 121, 1479, 159)
entry-text: (1) ச.வல்லரசு, நாவலூர், தலைவாசல், சேலம். (2) மு.செல்வராசு, மேட்டுத்தெரு, நாவலூர், தலைவாசல், சேலம். (3) செ.ஜெயபிரகாஷ், மேட்டுத் தெரு, நாவலூர், தலைவாசல், சேலம். (4) ம.பார்த்திபராஜ், போயர் தெரு, நாவலூர், தலைவாசல், சேலம். (5) செ.விக்னேஷ், வடக்குவீதி, நாவலூர், தலைவாசல், சேலம். (785, 989, 1123, 1055)
entry-text: (1) அ.ஆகாஷ், 28–எ, காட்டுக் கொட்டாய், பகடப்பாடி, தலைவாசல், சேலம். (2) மா.சசிகுமார், 44, மேற்கு வீதி, பகடப்பாடி, தலைவாசல், சேலம். (3) ப.மோனவிக்குமார், கிழக்குத் தெரு, வெள்ளையூர், பகடப்பாடி, தலைவாசல், சேலம். (4) து.சக்திவேல், 10(2), வடக்குத் தெரு, வெள்ளையூர், கெங்கவல்லி, தலைவாசல், சேலம். (5) மு.நவீன்குமார், 329, காட்டுக்கொட்டாய், வெள்ளையூர், கெங்கவல்லி, தலைவாசல், சேலம். (1141, 542, 1479, 623)
entry-text: (1) செ.பாலமுருகன், 4/7, ஆதி திராவிடர் தெரு, கோவிந்தம்பாளையம், பள்ளிப்பாளையம், தலைவாசல், சேலம். (2) ரா.பாலமுருகன், 4/60, பிள்ளையார் கோயில் தெரு, பள்ளிப்பாளையம், கோவிந்தம்பாளையம், தலைவாசல், சேலம். (3) அ.கார்த்திகேயன், 4/15, தெற்கு மேடு, காட்டுக்கொட்டாய், பள்ளிப்பாளையம், கோவிந்தம்பாளையம், தலைவாசல், சேலம். (4) ப.சரத்குமார், 4/1, பிள்ளையார் கோயில் தெரு, கோவிந்தம்பாளையம், தலைவாசல், சேலம். (5) செ.சதீஷ், 4/7, ஆதிதிராவிடர் தெரு, கோவிந்தம்பாளையம், தலைவாசல், சேலம். (426, 401, 764, 508)
organizer-entry (55, 331, 393, 358)
separator-colon: : (847, 121, 850, 131)
organizer-entry (785, 220, 1123, 316)
role-label: அமைப்பாளர் : (55, 612, 124, 623)
role-label: துணை அமைப்பாளர்கள் : (785, 1216, 907, 1227)
branch-heading: அண்ணா நகர், வடக்குமேடு கிளை (135, 1489, 313, 1502)
organizer-entry (426, 230, 764, 258)
branch-heading: பள்ளக்காடு கிளை (548, 1276, 642, 1289)
part-organizer-detail: வெ.ஜெயபால், 1/82–எ, வடக்கு வீதி, கிழக்கு ராஜாபாளையம், தலைவாசல், சேலம். (129, 873, 387, 898)
organizer-entry (1141, 542, 1479, 624)
entry-text: (1) பெ.வெங்கடேசன், போயர் தெரு, கிழக்கு ராஜாபாளையம், தலைவாசல், சேலம். (2) செ.மணிகண்டன், போயர் தெரு, கிழக்குராஜாபாளையம். (3) பி.கார்த்திக், போயர் தெரு, கிழக்கு ராஜாபாளையம், தலைவாசல், சேலம். (4) சி.குமார், போயர் தெரு, கிழக்கு ராஜாபாளையம், தலைவாசல், சேலம். (55, 782, 393, 848)
entry-text: (1) ப.மணிகண்டன், 4/238, புதுப்பாளையம், கோவிந்தம்பாளையம், தலைவாசல், சேலம். (2) ம.விக்னேஷ், 4/257, தெற்கு மேடு, கோவிந்தம்பாளையம், தலைவாசல், சேலம். (3) சி.கார்த்திக், 4/224, அணைமேடு, கோவிந்தம்பாளையம், தலைவாசல், சேலம். (4) சி.நித்திர குமார், 4/236, புதுப்பாளையம், கோவிந்தம்பாளையம், தலைவாசல், சேலம். (5) சி.சிராமணி, 2/96, வடக்கு மேடு, கோவிந்தம்பாளையம், தலைவாசல், சேலம். (426, 261, 764, 340)
role-label: அமைப்பாளர் : (426, 1169, 496, 1181)
